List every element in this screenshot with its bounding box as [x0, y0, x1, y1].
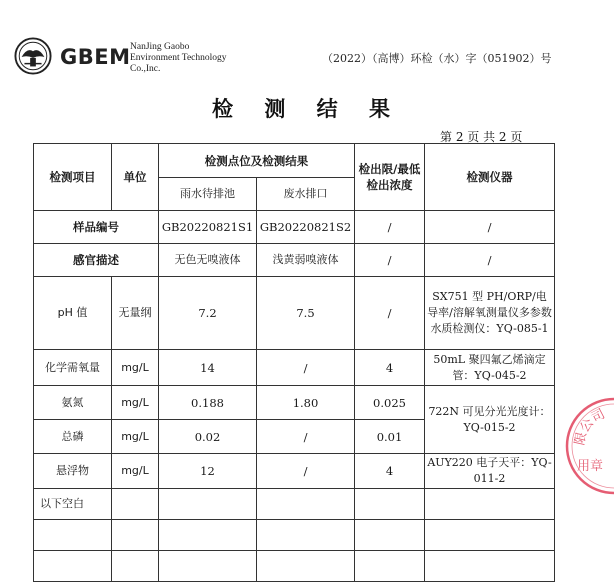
row-item: 化学需氧量 — [34, 350, 112, 386]
row-unit: mg/L — [112, 386, 159, 420]
row-limit: / — [355, 277, 425, 350]
sample-label: 样品编号 — [34, 211, 159, 244]
row-p1: 14 — [159, 350, 257, 386]
empty-cell — [159, 489, 257, 520]
document-number: （2022）（高博）环检（水）字（051902）号 — [322, 52, 552, 65]
svg-text:用章: 用章 — [577, 459, 604, 474]
company-seal-stamp — [564, 396, 614, 496]
page-title: 检 测 结 果 — [212, 96, 402, 121]
row-unit: mg/L — [112, 350, 159, 386]
table-row — [34, 386, 555, 420]
sample-row — [34, 211, 555, 244]
table-row — [34, 350, 555, 386]
results-table — [33, 143, 555, 582]
sample-p1: GB20220821S1 — [159, 211, 257, 244]
table-header-row — [34, 144, 555, 178]
row-p1: 12 — [159, 454, 257, 489]
row-p1: 7.2 — [159, 277, 257, 350]
empty-cell — [112, 520, 159, 551]
empty-cell — [257, 520, 355, 551]
empty-row — [34, 520, 555, 551]
header-item: 检测项目 — [34, 144, 112, 211]
sample-p2: GB20220821S2 — [257, 211, 355, 244]
blank-label: 以下空白 — [34, 489, 112, 520]
row-p2: / — [257, 454, 355, 489]
row-unit: mg/L — [112, 454, 159, 489]
sample-limit: / — [355, 211, 425, 244]
row-unit: 无量纲 — [112, 277, 159, 350]
row-p2: / — [257, 420, 355, 454]
table-row — [34, 454, 555, 489]
page-number: 第 2 页 共 2 页 — [440, 130, 523, 144]
header-instrument: 检测仪器 — [425, 144, 555, 211]
row-limit: 0.01 — [355, 420, 425, 454]
company-logo-icon — [14, 37, 52, 75]
header-points-group: 检测点位及检测结果 — [159, 144, 355, 178]
header-limit: 检出限/最低检出浓度 — [355, 144, 425, 211]
row-limit: 0.025 — [355, 386, 425, 420]
sense-limit: / — [355, 244, 425, 277]
empty-cell — [425, 489, 555, 520]
blank-row — [34, 489, 555, 520]
row-p1: 0.02 — [159, 420, 257, 454]
empty-cell — [355, 520, 425, 551]
row-unit: mg/L — [112, 420, 159, 454]
sense-instrument: / — [425, 244, 555, 277]
table-row — [34, 277, 555, 350]
row-p2: / — [257, 350, 355, 386]
row-instrument: 722N 可见分光光度计：YQ-015-2 — [425, 386, 555, 454]
empty-cell — [34, 520, 112, 551]
empty-cell — [355, 489, 425, 520]
sense-p2: 浅黄弱嗅液体 — [257, 244, 355, 277]
company-line: Co.,Inc. — [130, 64, 161, 74]
header-unit: 单位 — [112, 144, 159, 211]
header-point1: 雨水待排池 — [159, 178, 257, 211]
row-p2: 1.80 — [257, 386, 355, 420]
empty-cell — [257, 489, 355, 520]
row-p2: 7.5 — [257, 277, 355, 350]
row-instrument: 50mL 聚四氟乙烯滴定管：YQ-045-2 — [425, 350, 555, 386]
row-item: 悬浮物 — [34, 454, 112, 489]
brand-name: GBEM — [60, 45, 131, 69]
empty-cell — [425, 520, 555, 551]
header-point2: 废水排口 — [257, 178, 355, 211]
row-instrument: SX751 型 PH/ORP/电导率/溶解氧测量仪多参数水质检测仪：YQ-085-1 — [425, 277, 555, 350]
company-name — [130, 42, 227, 75]
row-item: pH 值 — [34, 277, 112, 350]
empty-cell — [112, 489, 159, 520]
sense-row — [34, 244, 555, 277]
empty-cell — [159, 520, 257, 551]
svg-text:限公司: 限公司 — [572, 406, 608, 447]
company-line: Environment Technology — [130, 53, 227, 63]
row-item: 氨氮 — [34, 386, 112, 420]
company-line: NanJing Gaobo — [130, 42, 190, 52]
row-limit: 4 — [355, 454, 425, 489]
row-instrument: AUY220 电子天平：YQ-011-2 — [425, 454, 555, 489]
row-limit: 4 — [355, 350, 425, 386]
sense-p1: 无色无嗅液体 — [159, 244, 257, 277]
sample-instrument: / — [425, 211, 555, 244]
row-item: 总磷 — [34, 420, 112, 454]
sense-label: 感官描述 — [34, 244, 159, 277]
row-p1: 0.188 — [159, 386, 257, 420]
